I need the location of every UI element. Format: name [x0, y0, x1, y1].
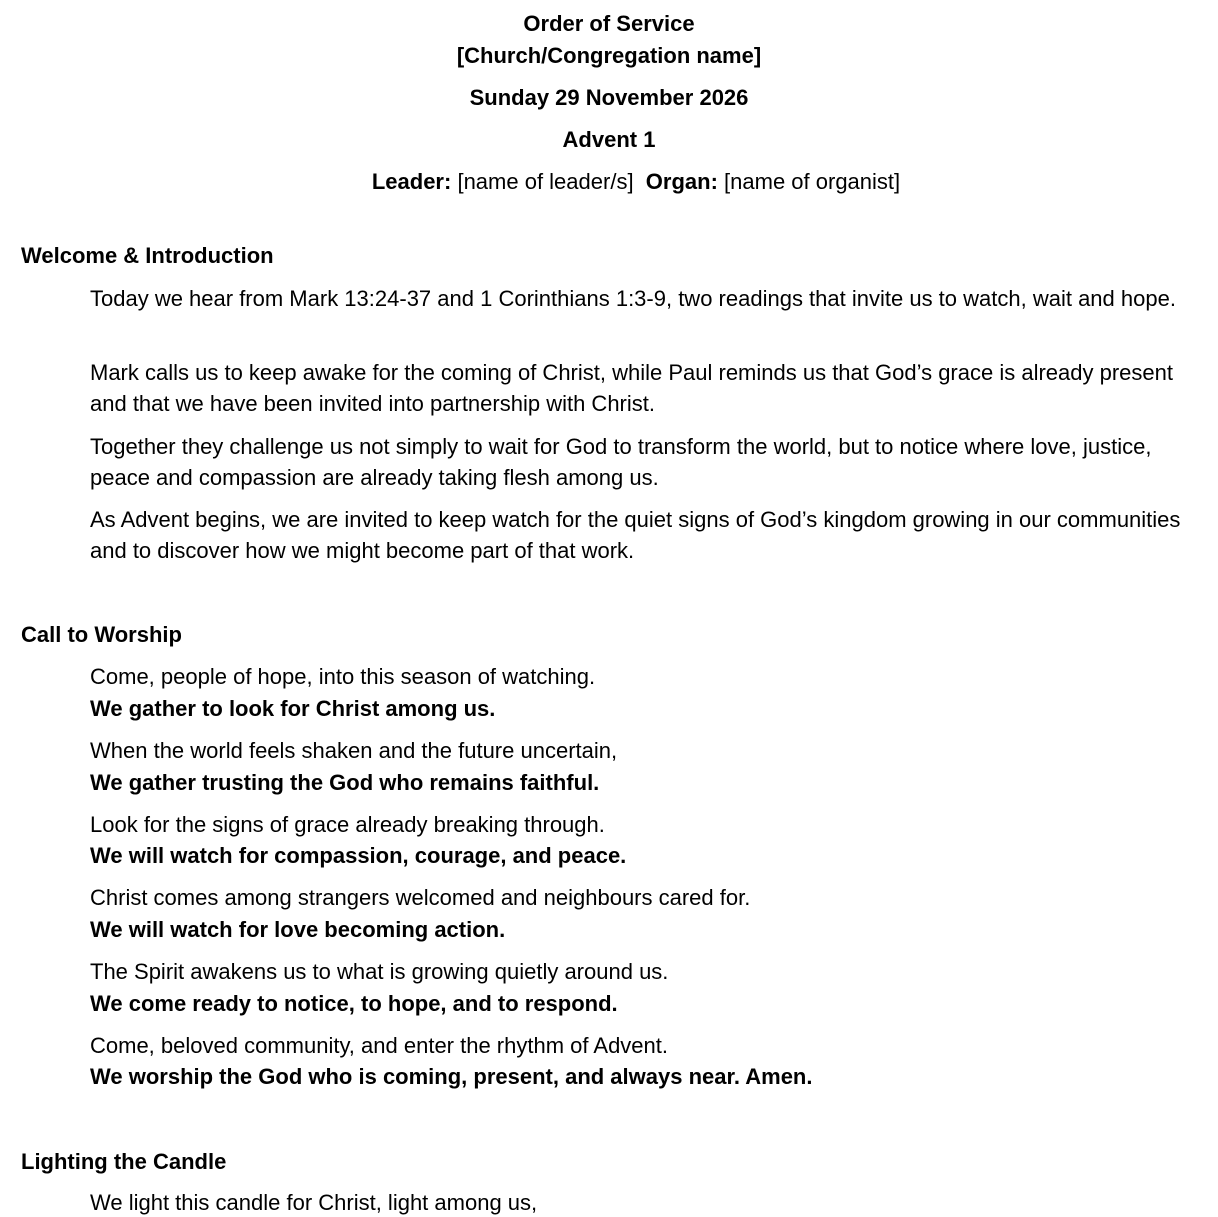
leader-value: [name of leader/s] — [457, 169, 634, 194]
welcome-paragraph: Today we hear from Mark 13:24-37 and 1 Corinthians 1:3-9, two readings that invite us to watch, wait and hope. — [90, 286, 1176, 311]
leader-line: When the world feels shaken and the future uncertain, — [90, 738, 618, 763]
church-name: [Church/Congregation name] — [456, 43, 762, 68]
section-heading-call-to-worship: Call to Worship — [21, 622, 182, 647]
welcome-paragraph: Together they challenge us not simply to wait for God to transform the world, but to notice where love, justice, peace and compassion are already taking flesh among us. — [90, 434, 1152, 490]
leader-line: Look for the signs of grace already breaking through. — [90, 812, 605, 837]
leader-line: Come, people of hope, into this season of watching. — [90, 664, 596, 689]
response-line: We come ready to notice, to hope, and to respond. — [90, 991, 618, 1016]
response-line: We will watch for compassion, courage, and peace. — [90, 843, 627, 868]
response-line: We gather trusting the God who remains faithful. — [90, 770, 600, 795]
leader-line: Come, beloved community, and enter the rhythm of Advent. — [90, 1033, 669, 1058]
section-heading-welcome: Welcome & Introduction — [21, 243, 274, 268]
candle-line: We light this candle for Christ, light among us, — [90, 1190, 538, 1215]
section-heading-lighting-candle: Lighting the Candle — [21, 1149, 227, 1174]
welcome-paragraph: As Advent begins, we are invited to keep watch for the quiet signs of God’s kingdom growing in our communities and to discover how we might become part of that work. — [90, 507, 1181, 563]
response-line: We gather to look for Christ among us. — [90, 696, 496, 721]
credits-line — [0, 168, 1218, 196]
organ-label: Organ: — [645, 169, 718, 194]
leader-label: Leader: — [371, 169, 452, 194]
leader-line: The Spirit awakens us to what is growing quietly around us. — [90, 959, 669, 984]
response-line: We will watch for love becoming action. — [90, 917, 506, 942]
leader-line: Christ comes among strangers welcomed and neighbours cared for. — [90, 885, 751, 910]
welcome-paragraph: Mark calls us to keep awake for the coming of Christ, while Paul reminds us that God’s grace is already present and that we have been invited into partnership with Christ. — [90, 360, 1173, 416]
organ-value: [name of organist] — [724, 169, 901, 194]
document-title: Order of Service — [523, 11, 695, 36]
response-line: We worship the God who is coming, present, and always near. Amen. — [90, 1064, 813, 1089]
service-date: Sunday 29 November 2026 — [469, 85, 749, 110]
service-occasion: Advent 1 — [562, 127, 656, 152]
